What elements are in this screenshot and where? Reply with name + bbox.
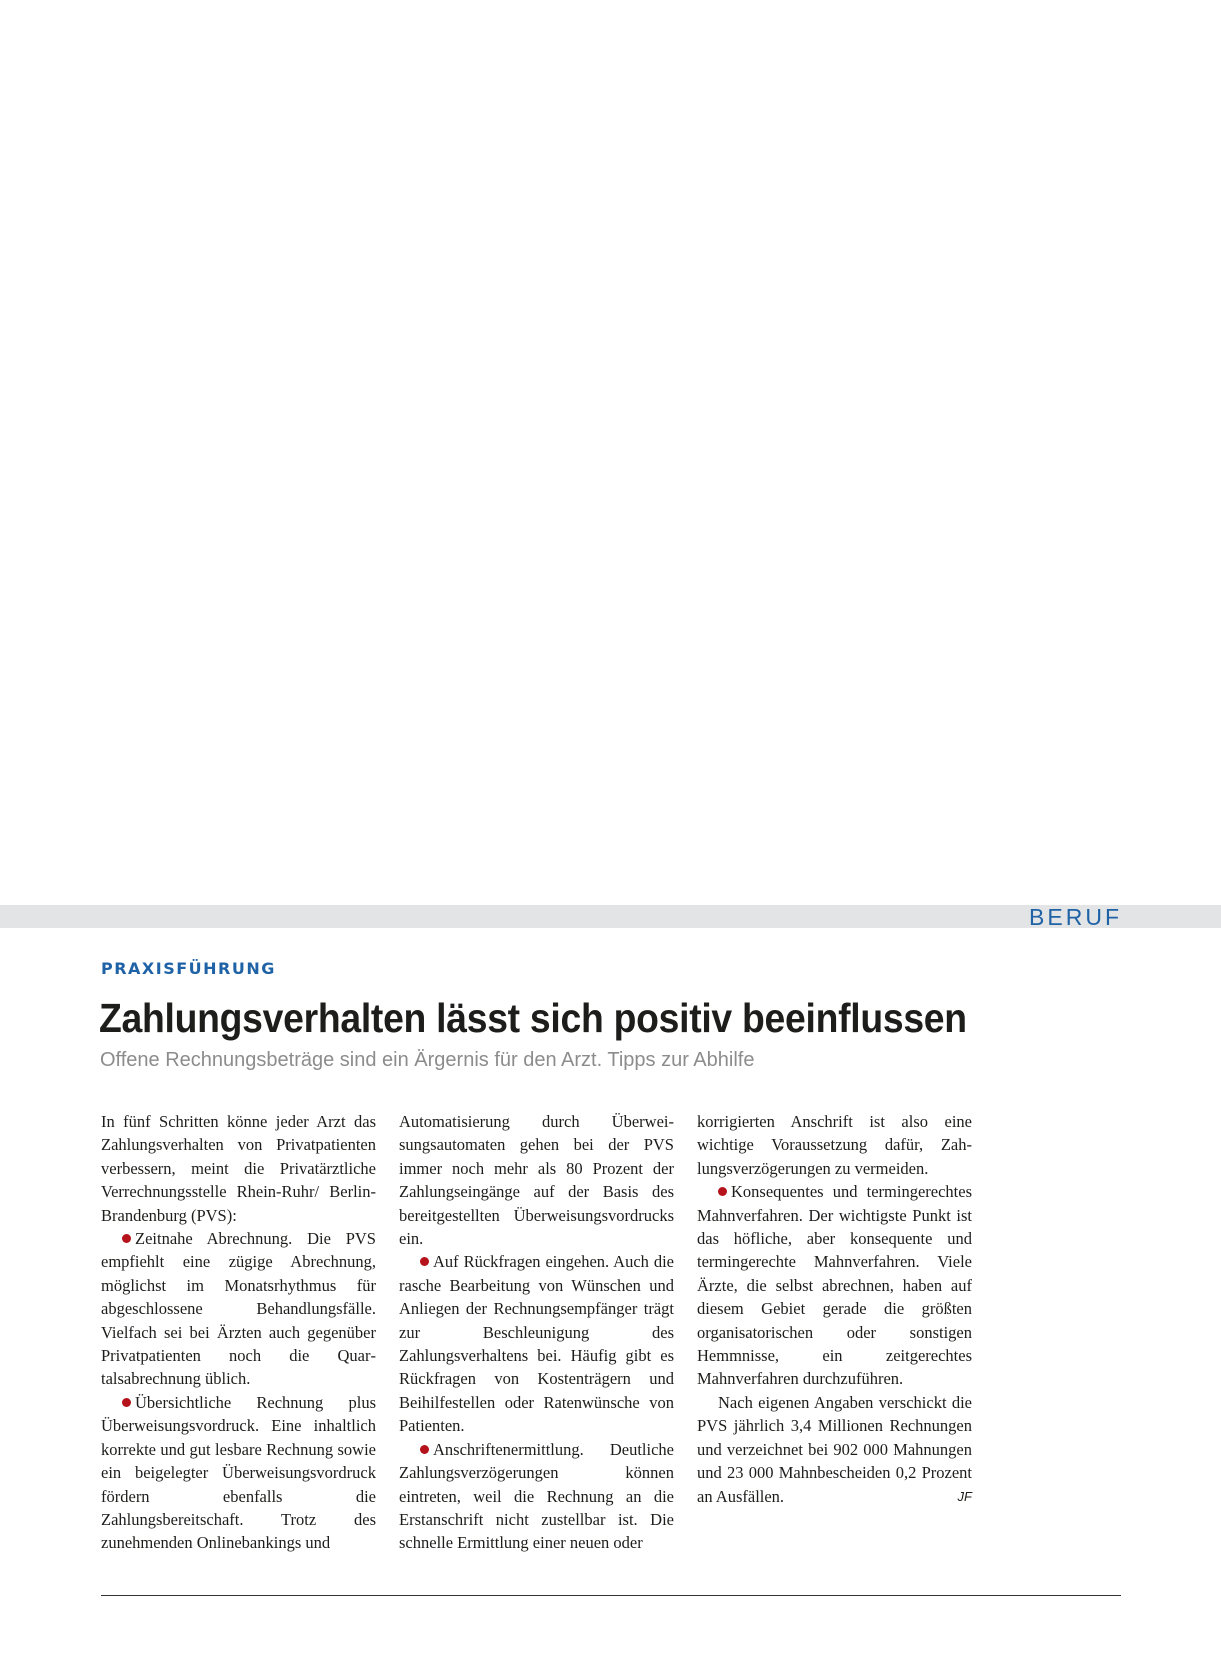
article-headline: Zahlungsverhalten lässt sich positiv beeinflussen <box>99 995 967 1041</box>
paragraph <box>399 1438 674 1555</box>
section-label: BERUF <box>1029 904 1122 930</box>
paragraph <box>697 1391 972 1508</box>
bullet-dot-icon <box>718 1187 727 1196</box>
article-kicker: PRAXISFÜHRUNG <box>101 959 276 978</box>
article-subline: Offene Rechnungsbeträge sind ein Ärgernis für den Arzt. Tipps zur Abhilfe <box>100 1049 755 1071</box>
paragraph-text: Übersichtliche Rechnung plus Überweisungsvordruck. Eine inhaltlich korrekte und gut lesbare Rechnung sowie ein beigelegter Überweisungsvordruck fördern ebenfalls die Zahlungsbereitschaft. Trotz des zunehmenden Onlinebankings und <box>101 1392 376 1553</box>
paragraph <box>101 1227 376 1391</box>
bullet-dot-icon <box>122 1398 131 1407</box>
paragraph-text: Konsequentes und termingerechtes Mahnverfahren. Der wichtigste Punkt ist das höfliche, aber konsequente und termingerechte Mahnverfahren. Viele Ärzte, die selbst abrechnen, haben auf diesem Gebiet gerade die größten organisatorischen oder sonstigen Hemmnisse, ein zeitgerechtes Mahnverfahren durchzuführen. <box>697 1182 972 1389</box>
paragraph <box>101 1391 376 1555</box>
article-column-3 <box>697 1110 972 1508</box>
bullet-dot-icon <box>122 1234 131 1243</box>
paragraph-text: Anschriftenermittlung. Deutliche Zahlungsverzögerungen können eintreten, weil die Rechnung an die Erstanschrift nicht zustellbar ist. Die schnelle Ermittlung einer neuen oder <box>399 1439 674 1553</box>
author-initials: JF <box>957 1488 972 1504</box>
article-column-2 <box>399 1110 674 1555</box>
section-header-bar <box>0 905 1221 928</box>
paragraph-text: Auf Rückfragen eingehen. Auch die rasche Bearbeitung von Wünschen und Anliegen der Rechnungsempfänger trägt zur Beschleunigung des Zahlungsverhaltens bei. Häufig gibt es Rückfragen von Kostenträgern und Beihilfestellen oder Ratenwünsche von Patienten. <box>399 1252 674 1436</box>
bullet-dot-icon <box>420 1445 429 1454</box>
paragraph <box>697 1180 972 1391</box>
paragraph <box>399 1250 674 1437</box>
bullet-dot-icon <box>420 1257 429 1266</box>
paragraph: Automatisierung durch Überweisungsautomaten gehen bei der PVS immer noch mehr als 80 Prozent der Zahlungseingänge auf der Basis des bereitgestellten Überweisungsvordrucks ein. <box>399 1112 674 1249</box>
paragraph: In fünf Schritten könne jeder Arzt das Zahlungsverhalten von Privatpatienten verbessern, meint die Privatärztliche Verrechnungsstelle Rhein-Ruhr/ Berlin-Brandenburg (PVS): <box>101 1112 376 1225</box>
article-column-1 <box>101 1110 376 1555</box>
paragraph-text: Zeitnahe Abrechnung. Die PVS empfiehlt eine zügige Abrechnung, möglichst im Monatsrhythmus für abgeschlossene Behandlungsfälle. Vielfach sei bei Ärzten auch gegenüber Privatpatienten noch die Quartalsabrechnung üblich. <box>101 1229 376 1389</box>
page-bottom-rule <box>101 1595 1121 1596</box>
paragraph: korrigierten Anschrift ist also eine wichtige Voraussetzung dafür, Zahlungsverzögerungen zu vermeiden. <box>697 1112 972 1178</box>
paragraph-text: Nach eigenen Angaben verschickt die PVS jährlich 3,4 Millionen Rechnungen und verzeichnet bei 902 000 Mahnungen und 23 000 Mahnbescheiden 0,2 Prozent an Ausfällen. <box>697 1392 972 1506</box>
